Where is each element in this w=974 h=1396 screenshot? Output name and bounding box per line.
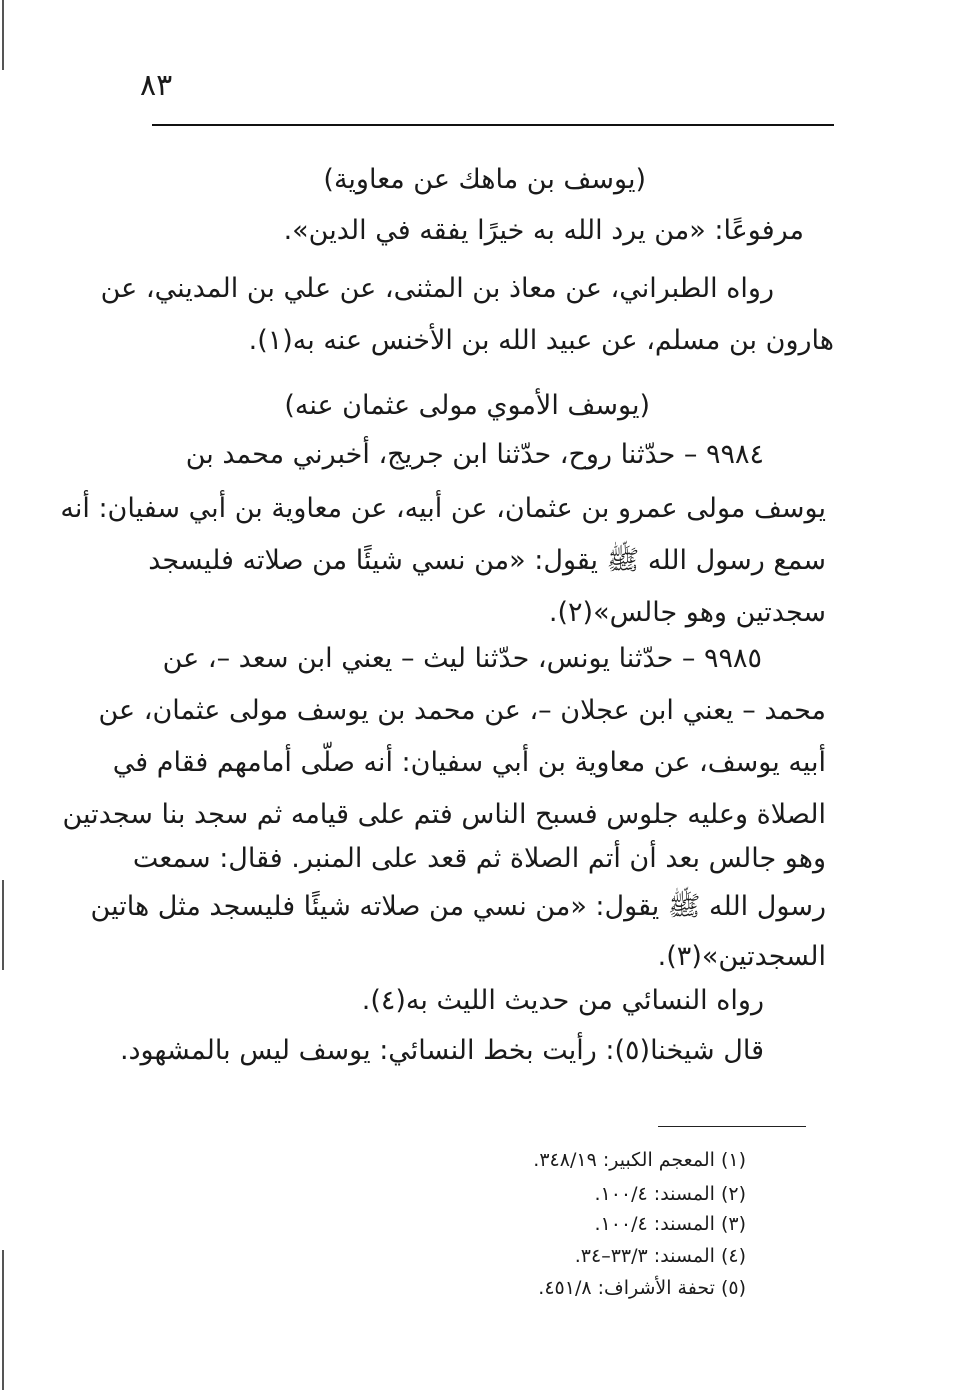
footnote-4: (٤) المسند: ٣٣/٣–٣٤. (574, 1245, 746, 1267)
page-edge-mark (2, 1250, 4, 1390)
section-heading-yusuf-ibn-mahak: (يوسف بن ماهك عن معاوية) (323, 164, 646, 195)
hadith-9984-line: سجدتين وهو جالس»(٢). (548, 597, 826, 628)
page-number: ٨٣ (140, 68, 173, 103)
nasai-note: رواه النسائي من حديث الليث به(٤). (361, 985, 764, 1016)
footnote-5: (٥) تحفة الأشراف: ٤٥١/٨. (538, 1277, 746, 1299)
shaykh-note: قال شيخنا(٥): رأيت بخط النسائي: يوسف ليس بالمشهود. (119, 1035, 764, 1066)
hadith-9984-line: سمع رسول الله ﷺ يقول: «من نسي شيئًا من صلاته فليسجد (148, 545, 826, 576)
hadith-9985-line: أبيه يوسف، عن معاوية بن أبي سفيان: أنه صلّى أمامهم فقام في (112, 747, 826, 778)
hadith-9985-line: السجدتين»(٣). (657, 941, 826, 972)
header-rule (152, 124, 834, 126)
page-edge-mark (2, 880, 4, 970)
hadith-text: مرفوعًا: «من يرد الله به خيرًا يفقه في الدين». (283, 215, 804, 246)
hadith-9985-line: وهو جالس بعد أن أتم الصلاة ثم قعد على المنبر. فقال: سمعت (132, 843, 826, 874)
footnote-1: (١) المعجم الكبير: ٣٤٨/١٩. (533, 1149, 746, 1171)
footnote-2: (٢) المسند: ١٠٠/٤. (594, 1183, 746, 1205)
page-edge-mark (2, 0, 4, 70)
hadith-9984-line: ٩٩٨٤ – حدّثنا روح، حدّثنا ابن جريج، أخبرني محمد بن (185, 439, 764, 470)
hadith-9984-line: يوسف مولى عمرو بن عثمان، عن أبيه، عن معاوية بن أبي سفيان: أنه (60, 493, 826, 524)
source-text: رواه الطبراني، عن معاذ بن المثنى، عن علي بن المديني، عن (100, 273, 774, 304)
hadith-9985-line: رسول الله ﷺ يقول: «من نسي من صلاته شيئًا فليسجد مثل هاتين (90, 891, 826, 922)
hadith-9985-line: ٩٩٨٥ – حدّثنا يونس، حدّثنا ليث – يعني ابن سعد –، عن (162, 643, 762, 674)
hadith-9985-line: الصلاة وعليه جلوس فسبح الناس فتم على قيامه ثم سجد بنا سجدتين (62, 799, 826, 830)
section-heading-yusuf-al-umawi: (يوسف الأموي مولى عثمان عنه) (284, 390, 650, 421)
footnote-rule (658, 1126, 806, 1127)
source-text: هارون بن مسلم، عن عبيد الله بن الأخنس عنه به(١). (248, 325, 834, 356)
hadith-9985-line: محمد – يعني ابن عجلان –، عن محمد بن يوسف مولى عثمان، عن (98, 695, 826, 726)
footnote-3: (٣) المسند: ١٠٠/٤. (594, 1213, 746, 1235)
